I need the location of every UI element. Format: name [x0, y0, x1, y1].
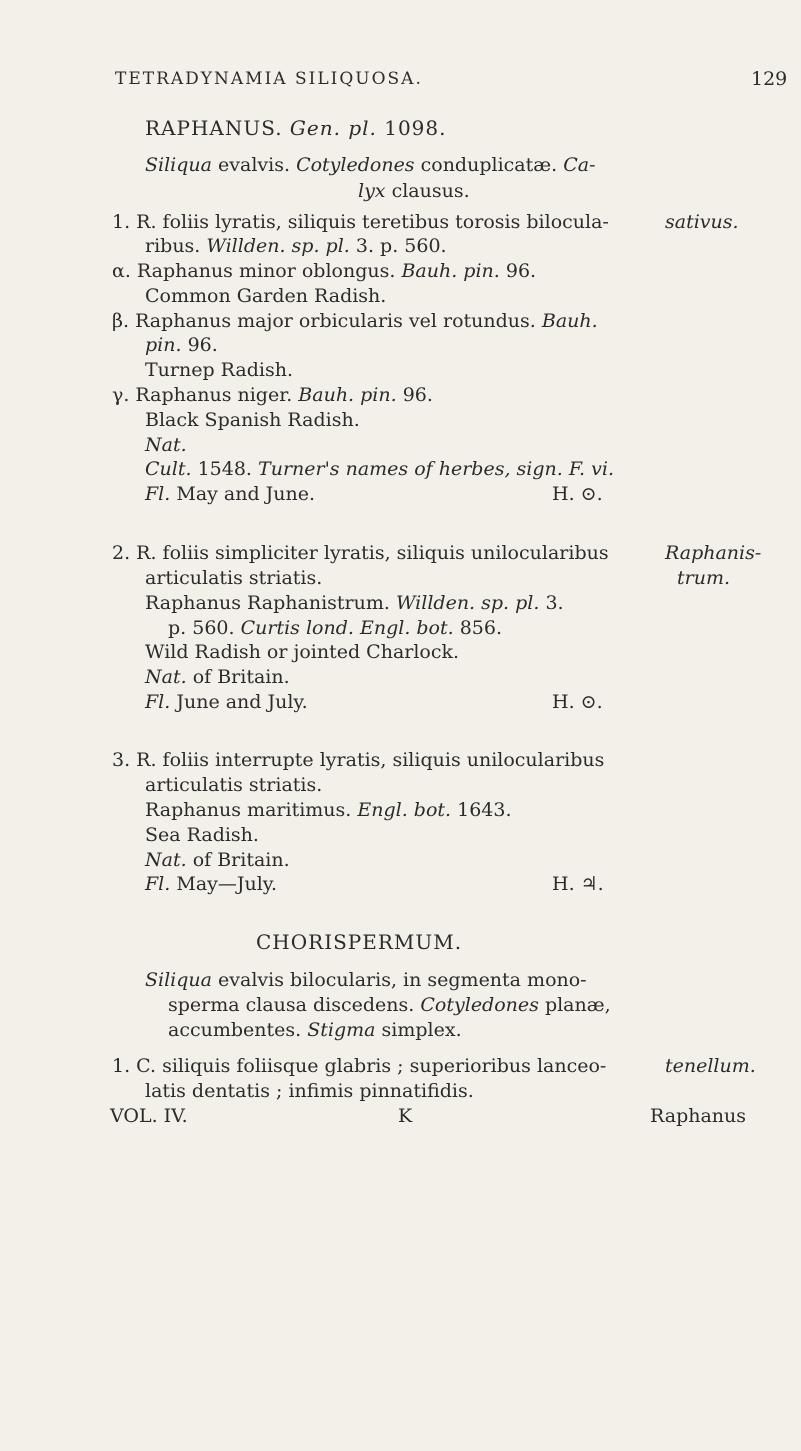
species-1-epithet: sativus. — [665, 211, 739, 233]
running-title: TETRADYNAMIA SILIQUOSA. — [115, 69, 423, 89]
species-2-flowering — [145, 690, 308, 714]
species-2-habit: H. ⊙. — [552, 691, 603, 713]
species-2-epithet-line-2: trum. — [677, 567, 731, 589]
signature-mark: K — [398, 1105, 413, 1127]
text: clausus. — [391, 180, 470, 202]
variety-beta-common-name: Turnep Radish. — [145, 359, 294, 381]
term: Cotyledones — [296, 154, 415, 176]
species-3-synonym — [145, 798, 512, 822]
text: 96. — [187, 334, 218, 356]
variety-beta — [112, 309, 598, 333]
species-1-flowering — [145, 482, 315, 506]
text: June and July. — [176, 691, 308, 713]
chorispermum-species-1-epithet: tenellum. — [665, 1055, 756, 1077]
genus-reference-number: 1098. — [384, 116, 447, 140]
text: May—July. — [176, 873, 278, 895]
species-1-habit: H. ⊙. — [552, 483, 603, 505]
text: 96. — [402, 384, 433, 406]
text: conduplicatæ. — [420, 154, 558, 176]
text: 3. — [545, 592, 564, 614]
citation: Curtis lond. — [240, 617, 354, 639]
species-1-diagnosis-line-2 — [145, 234, 447, 258]
citation: Willden. sp. pl. — [206, 235, 350, 257]
citation: Willden. sp. pl. — [395, 592, 540, 614]
text: evalvis. — [218, 154, 291, 176]
variety-alpha — [112, 259, 536, 283]
chorispermum-character-line-1 — [145, 968, 587, 992]
term: Cotyledones — [420, 994, 539, 1016]
genus-heading-chorispermum: CHORISPERMUM. — [256, 930, 463, 954]
text: 1548. — [197, 458, 252, 480]
species-2-common-name: Wild Radish or jointed Charlock. — [145, 641, 460, 663]
text: p. 560. — [168, 617, 235, 639]
citation: pin. — [145, 334, 182, 356]
species-2-synonym-line-1 — [145, 591, 564, 615]
genus-character-line-2 — [358, 179, 470, 203]
text: ribus. — [145, 235, 201, 257]
citation: Engl. bot. — [357, 799, 452, 821]
species-2-epithet-line-1: Raphanis- — [665, 542, 762, 564]
citation: Bauh. — [541, 310, 598, 332]
label: Nat. — [145, 666, 187, 688]
label: Fl. — [145, 873, 171, 895]
term: lyx — [358, 180, 386, 202]
species-2-native — [145, 665, 290, 689]
text: planæ, — [544, 994, 611, 1016]
citation: Bauh. pin. — [401, 260, 500, 282]
term: Ca- — [563, 154, 596, 176]
chorispermum-character-line-2 — [168, 993, 611, 1017]
label: Fl. — [145, 483, 171, 505]
text: 96. — [505, 260, 537, 282]
text: simplex. — [381, 1019, 462, 1041]
species-1-cultivation — [145, 457, 614, 481]
text: accumbentes. — [168, 1019, 302, 1041]
genus-reference: Gen. pl. — [289, 116, 377, 140]
text: γ. Raphanus niger. — [112, 384, 293, 406]
citation: Turner's names of herbes, sign. F. vi. — [258, 458, 614, 480]
species-3-flowering — [145, 872, 277, 896]
text: 1643. — [457, 799, 512, 821]
term: Siliqua — [145, 969, 212, 991]
chorispermum-character-line-3 — [168, 1018, 462, 1042]
chorispermum-species-1-line-1: 1. C. siliquis foliisque glabris ; superioribus lanceo- — [112, 1055, 607, 1077]
text: Raphanus Raphanistrum. — [145, 592, 390, 614]
species-1-diagnosis-line-1: 1. R. foliis lyratis, siliquis teretibus torosis bilocula- — [112, 211, 609, 233]
species-3-habit: H. ♃. — [552, 873, 604, 895]
label: Fl. — [145, 691, 171, 713]
text: 3. p. 560. — [355, 235, 447, 257]
genus-heading-raphanus — [145, 116, 447, 140]
species-2-diagnosis-line-1: 2. R. foliis simpliciter lyratis, siliquis unilocularibus — [112, 542, 609, 564]
text: of Britain. — [192, 849, 290, 871]
citation: Engl. bot. — [359, 617, 454, 639]
species-2-diagnosis-line-2: articulatis striatis. — [145, 567, 323, 589]
text: May and June. — [176, 483, 316, 505]
term: Stigma — [307, 1019, 376, 1041]
species-3-common-name: Sea Radish. — [145, 824, 259, 846]
genus-character-line-1 — [145, 153, 596, 177]
variety-gamma — [112, 383, 433, 407]
variety-beta-citation — [145, 333, 218, 357]
chorispermum-species-1-line-2: latis dentatis ; infimis pinnatifidis. — [145, 1080, 474, 1102]
volume-label: VOL. IV. — [110, 1105, 188, 1127]
text: Raphanus maritimus. — [145, 799, 352, 821]
variety-alpha-common-name: Common Garden Radish. — [145, 285, 387, 307]
label: Cult. — [145, 458, 192, 480]
species-2-synonym-line-2 — [168, 616, 502, 640]
citation: Bauh. pin. — [298, 384, 397, 406]
species-3-diagnosis-line-1: 3. R. foliis interrupte lyratis, siliquis unilocularibus — [112, 749, 605, 771]
term: Siliqua — [145, 154, 212, 176]
catchword: Raphanus — [650, 1105, 747, 1127]
genus-name: RAPHANUS. — [145, 116, 283, 140]
label: Nat. — [145, 849, 187, 871]
text: evalvis bilocularis, in segmenta mono- — [218, 969, 587, 991]
page-number: 129 — [751, 68, 788, 90]
variety-gamma-common-name: Black Spanish Radish. — [145, 409, 360, 431]
species-3-native — [145, 848, 290, 872]
text: of Britain. — [192, 666, 290, 688]
species-3-diagnosis-line-2: articulatis striatis. — [145, 774, 323, 796]
text: α. Raphanus minor oblongus. — [112, 260, 396, 282]
text: sperma clausa discedens. — [168, 994, 415, 1016]
species-1-native: Nat. — [145, 434, 187, 456]
text: β. Raphanus major orbicularis vel rotundus. — [112, 310, 536, 332]
text: 856. — [459, 617, 503, 639]
